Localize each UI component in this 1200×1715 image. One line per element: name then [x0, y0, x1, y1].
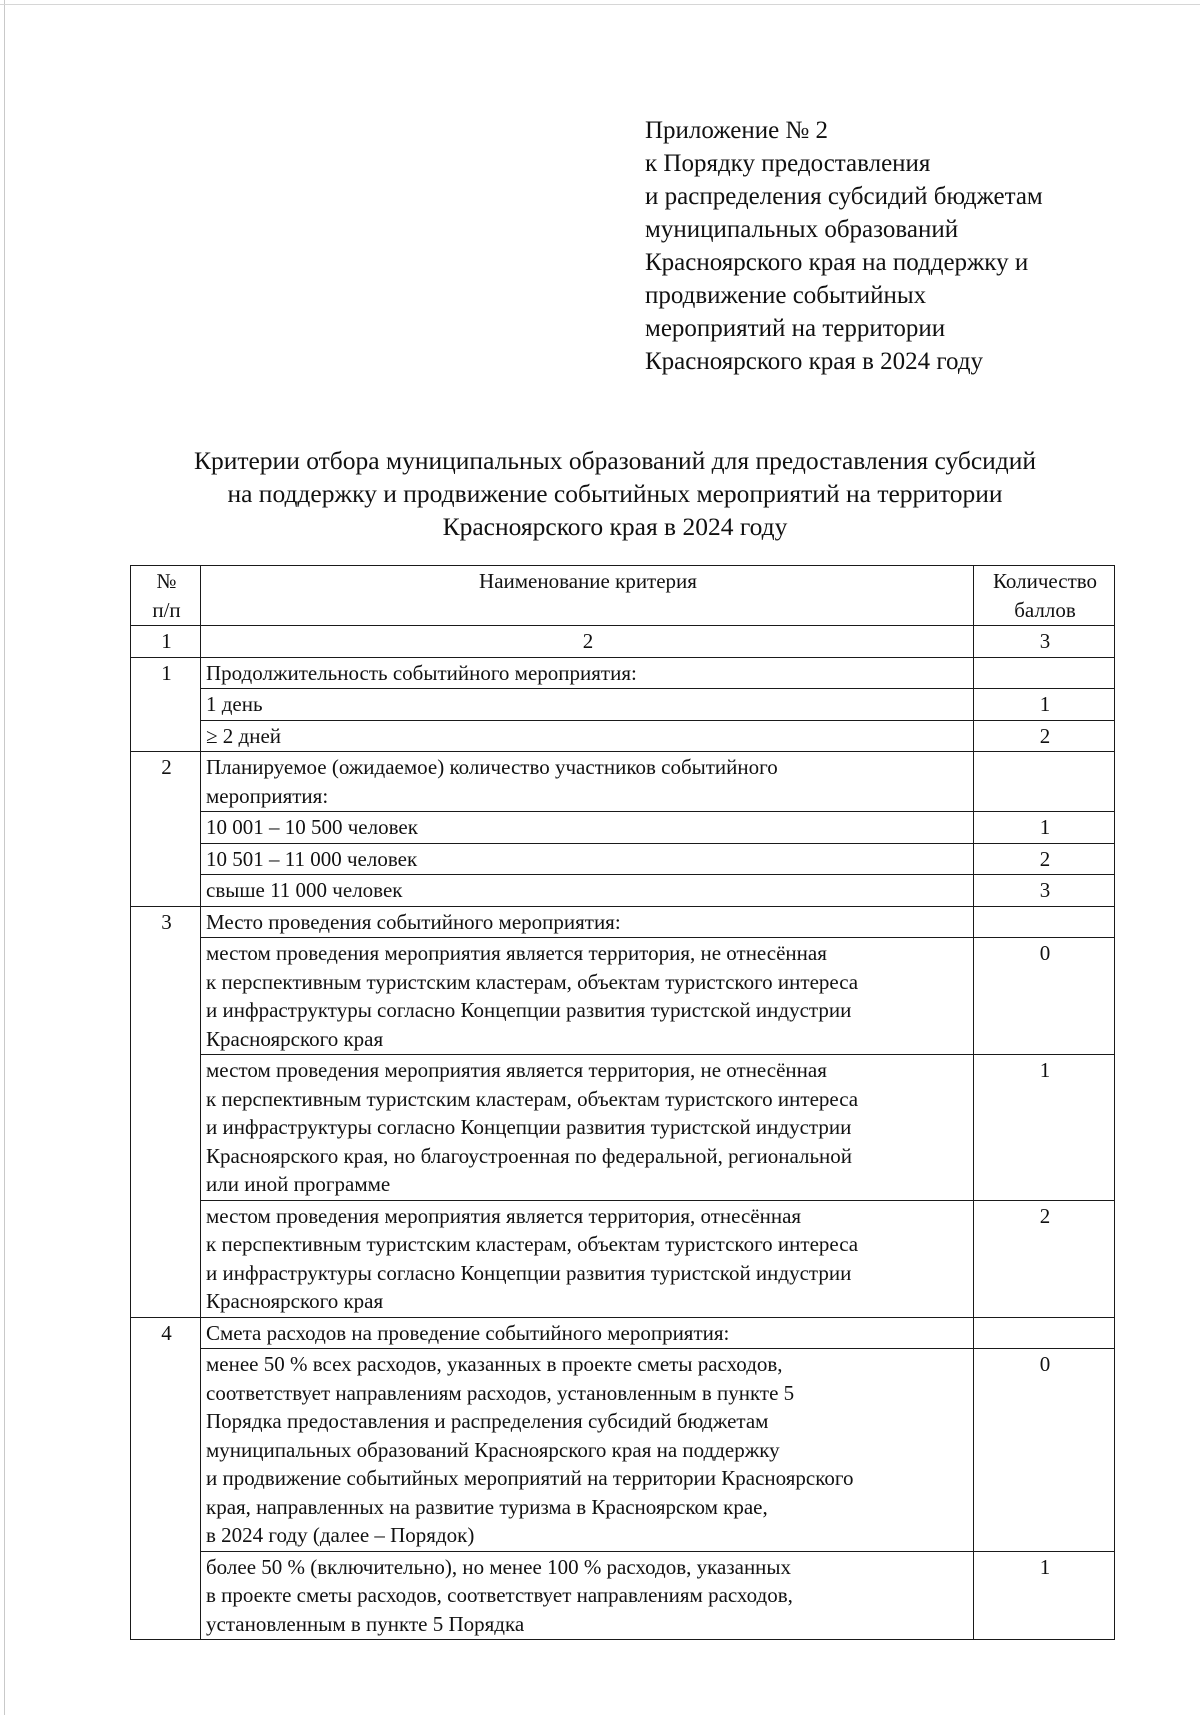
option-score: 1 [974, 812, 1115, 844]
option-row [131, 1349, 1115, 1552]
criteria-table [130, 565, 1115, 1640]
criterion-name-line: Продолжительность событийного мероприятия: [206, 660, 637, 685]
option-text-line: более 50 % (включительно), но менее 100 % расходов, указанных [206, 1554, 792, 1579]
criterion-name [201, 657, 974, 689]
column-number-cell: 3 [974, 626, 1115, 658]
option-text-line: Красноярского края [206, 1026, 384, 1051]
appendix-line: муниципальных образований [645, 216, 959, 243]
option-row [131, 1200, 1115, 1317]
option-score: 0 [974, 1349, 1115, 1552]
header-num-line: п/п [152, 597, 181, 622]
option-score: 2 [974, 843, 1115, 875]
criterion-score-empty [974, 1317, 1115, 1349]
header-num-line: № [156, 569, 177, 593]
option-text-line: и инфраструктуры согласно Концепции развития туристской индустрии [206, 1115, 852, 1139]
option-text-line: соответствует направлениям расходов, установленным в пункте 5 [206, 1380, 795, 1405]
option-text-line: к перспективным туристским кластерам, объектам туристского интереса [206, 1232, 859, 1256]
option-row [131, 1551, 1115, 1640]
option-row [131, 843, 1115, 875]
appendix-line: Красноярского края в 2024 году [645, 348, 984, 375]
option-text-line: Красноярского края, но благоустроенная по федеральной, региональной [206, 1143, 853, 1168]
option-text [201, 1551, 974, 1640]
criterion-name-line: Смета расходов на проведение событийного мероприятия: [206, 1320, 730, 1345]
scan-edge-top [0, 4, 1200, 5]
appendix-line: Приложение № 2 [645, 117, 829, 144]
title-line: Критерии отбора муниципальных образований для предоставления субсидий [193, 446, 1037, 475]
appendix-line: к Порядку предоставления [645, 150, 931, 177]
option-text-line: местом проведения мероприятия является территория, отнесённая [206, 1203, 802, 1228]
option-text [201, 1055, 974, 1201]
option-text-line: и продвижение событийных мероприятий на территории Красноярского [206, 1466, 854, 1490]
option-text-line: муниципальных образований Красноярского края на поддержку [206, 1437, 780, 1462]
criterion-name [201, 752, 974, 812]
title-line: Красноярского края в 2024 году [442, 512, 788, 541]
header-score-line: баллов [1014, 597, 1076, 622]
option-text [201, 1349, 974, 1552]
header-score-line: Количество [992, 569, 1098, 593]
option-text-line: и инфраструктуры согласно Концепции развития туристской индустрии [206, 1260, 852, 1285]
option-row [131, 812, 1115, 844]
document-title [130, 444, 1100, 543]
option-text-line: или иной программе [206, 1172, 391, 1196]
option-row [131, 938, 1115, 1055]
option-score: 2 [974, 720, 1115, 752]
appendix-line: мероприятий на территории [645, 315, 946, 342]
criterion-score-empty [974, 657, 1115, 689]
option-row [131, 689, 1115, 721]
appendix-block [645, 114, 1165, 378]
option-row [131, 720, 1115, 752]
criterion-number: 1 [131, 657, 201, 752]
column-number-cell: 1 [131, 626, 201, 658]
criterion-row [131, 906, 1115, 938]
criterion-score-empty [974, 906, 1115, 938]
header-name-label: Наименование критерия [479, 569, 697, 593]
header-score-cell [974, 566, 1115, 626]
option-text-line: к перспективным туристским кластерам, объектам туристского интереса [206, 969, 859, 994]
criterion-name-line: Место проведения событийного мероприятия: [206, 909, 621, 934]
option-text [201, 1200, 974, 1317]
option-text-line: установленным в пункте 5 Порядка [206, 1611, 525, 1636]
column-number-row [131, 626, 1115, 658]
option-text [201, 843, 974, 875]
appendix-line: продвижение событийных [645, 282, 927, 309]
criterion-name [201, 906, 974, 938]
column-number-cell: 2 [201, 626, 974, 658]
criterion-row [131, 657, 1115, 689]
option-score: 0 [974, 938, 1115, 1055]
option-score: 3 [974, 875, 1115, 907]
criterion-name [201, 1317, 974, 1349]
criterion-number: 3 [131, 906, 201, 1317]
criterion-number: 2 [131, 752, 201, 907]
option-text-line: края, направленных на развитие туризма в Красноярском крае, [206, 1494, 768, 1519]
option-text-line: местом проведения мероприятия является территория, не отнесённая [206, 941, 827, 965]
option-score: 1 [974, 1551, 1115, 1640]
option-text-line: ≥ 2 дней [206, 723, 282, 748]
option-text-line: Порядка предоставления и распределения субсидий бюджетам [206, 1409, 769, 1433]
option-row [131, 875, 1115, 907]
appendix-line: Красноярского края на поддержку и [645, 249, 1029, 276]
header-num-cell [131, 566, 201, 626]
option-text-line: и инфраструктуры согласно Концепции развития туристской индустрии [206, 998, 852, 1022]
table-header-row [131, 566, 1115, 626]
option-text-line: местом проведения мероприятия является территория, не отнесённая [206, 1058, 827, 1082]
appendix-line: и распределения субсидий бюджетам [645, 183, 1043, 210]
option-text-line: Красноярского края [206, 1289, 384, 1313]
title-line: на поддержку и продвижение событийных мероприятий на территории [227, 479, 1003, 508]
option-text-line: в 2024 году (далее – Порядок) [206, 1523, 475, 1547]
option-text-line: к перспективным туристским кластерам, объектам туристского интереса [206, 1086, 859, 1111]
option-score: 1 [974, 689, 1115, 721]
option-text-line: в проекте сметы расходов, соответствует направлениям расходов, [206, 1583, 793, 1607]
criterion-row [131, 752, 1115, 812]
criterion-score-empty [974, 752, 1115, 812]
criterion-number: 4 [131, 1317, 201, 1640]
header-name-cell [201, 566, 974, 626]
option-text-line: свыше 11 000 человек [206, 878, 403, 902]
scan-edge-left [4, 0, 5, 1715]
option-row [131, 1055, 1115, 1201]
option-text [201, 689, 974, 721]
criterion-name-line: мероприятия: [206, 783, 329, 808]
option-text [201, 812, 974, 844]
option-score: 2 [974, 1200, 1115, 1317]
option-text [201, 875, 974, 907]
option-text [201, 938, 974, 1055]
option-text-line: 10 001 – 10 500 человек [206, 815, 418, 839]
option-score: 1 [974, 1055, 1115, 1201]
option-text [201, 720, 974, 752]
criterion-name-line: Планируемое (ожидаемое) количество участников событийного [206, 755, 778, 779]
option-text-line: 1 день [206, 692, 263, 716]
option-text-line: 10 501 – 11 000 человек [206, 846, 418, 871]
option-text-line: менее 50 % всех расходов, указанных в проекте сметы расходов, [206, 1352, 783, 1376]
criterion-row [131, 1317, 1115, 1349]
